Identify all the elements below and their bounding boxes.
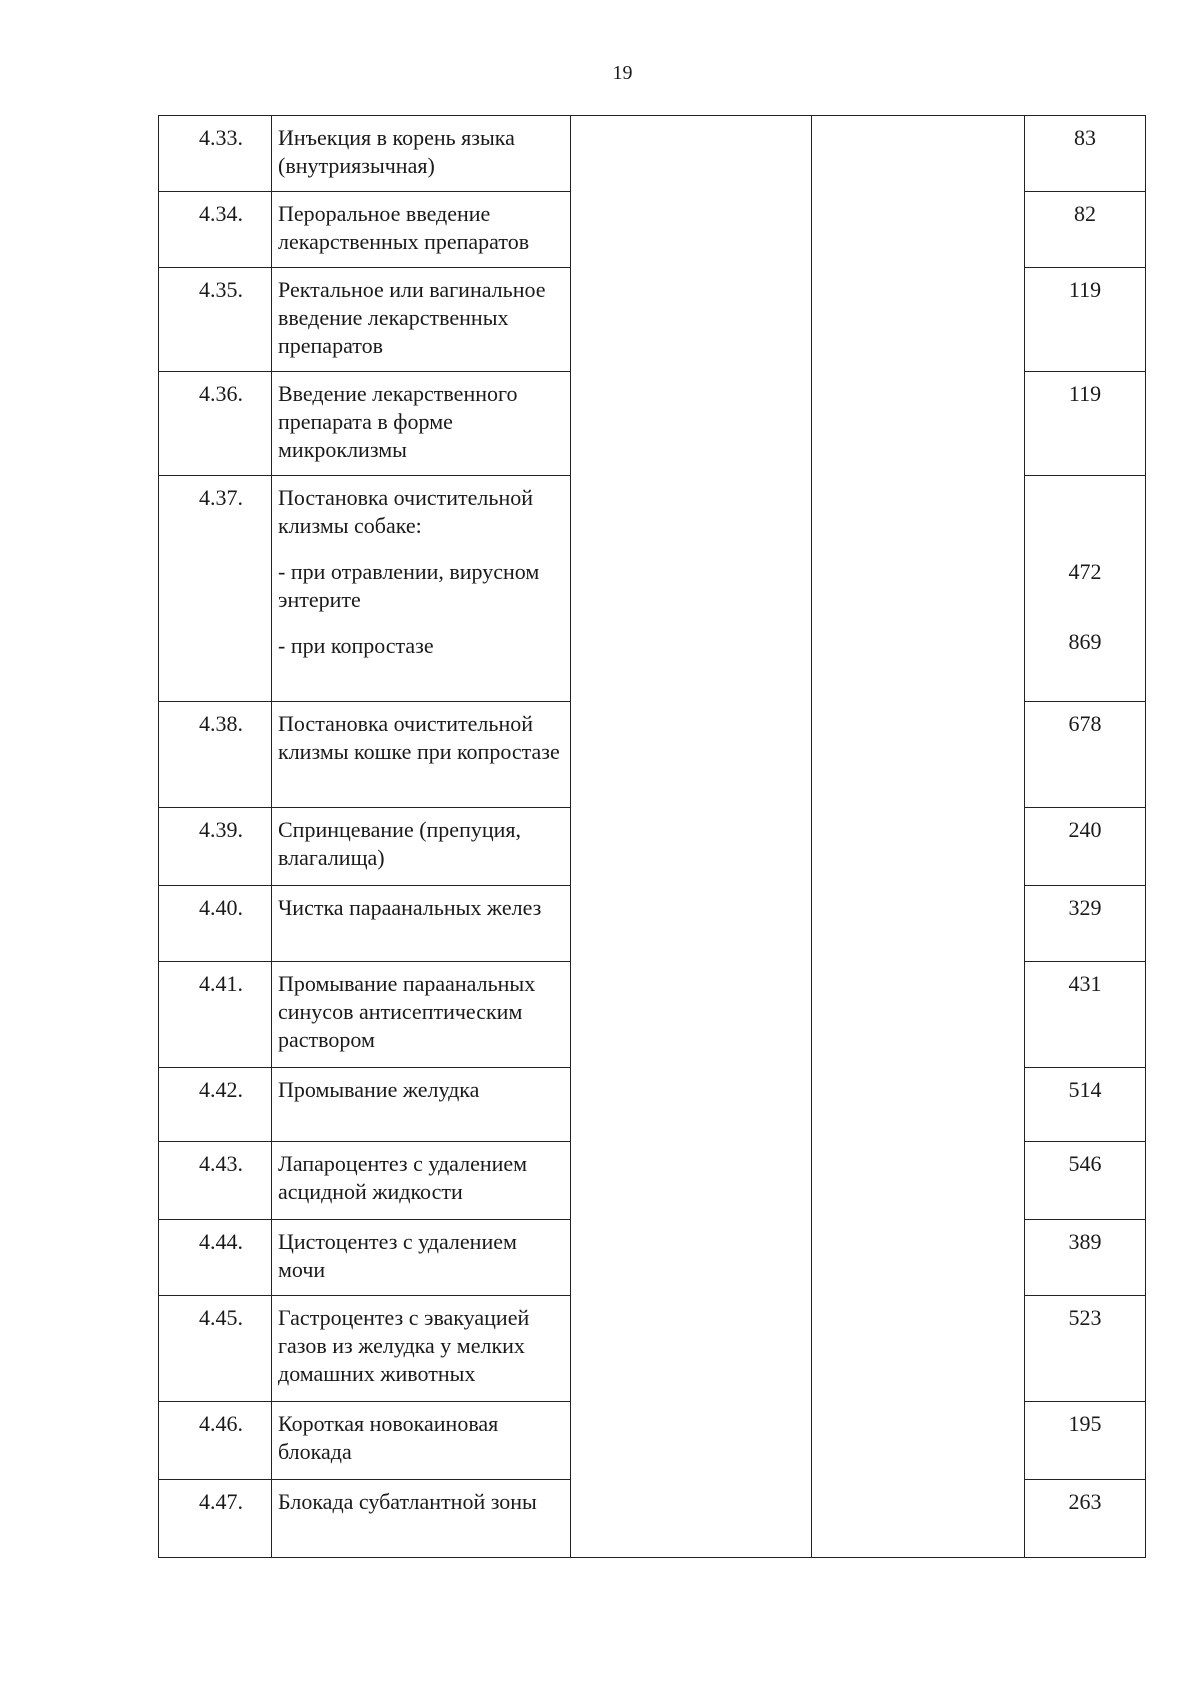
service-price <box>1025 476 1146 702</box>
empty-cell <box>571 1296 812 1402</box>
service-price: 678 <box>1025 702 1146 808</box>
empty-cell <box>571 476 812 702</box>
service-name-text: Чистка параанальных желез <box>278 895 542 920</box>
empty-cell <box>571 268 812 372</box>
row-number: 4.37. <box>159 476 272 702</box>
empty-cell <box>812 962 1025 1068</box>
table-row <box>159 1068 1146 1142</box>
empty-cell <box>812 1068 1025 1142</box>
service-name <box>272 1220 571 1296</box>
table-row <box>159 1480 1146 1558</box>
service-name <box>272 1480 571 1558</box>
service-name-text: Короткая новокаиновая блокада <box>278 1411 499 1464</box>
empty-cell <box>571 1142 812 1220</box>
row-number: 4.33. <box>159 116 272 192</box>
service-name-text: Ректальное или вагинальное введение лекарственных препаратов <box>278 277 546 358</box>
empty-cell <box>812 192 1025 268</box>
sub-item-price: 869 <box>1068 629 1102 654</box>
service-price: 431 <box>1025 962 1146 1068</box>
table-row <box>159 702 1146 808</box>
service-name-text: Цистоцентез с удалением мочи <box>278 1229 517 1282</box>
service-name-text: Введение лекарственного препарата в форме микроклизмы <box>278 381 518 462</box>
empty-cell <box>571 1068 812 1142</box>
service-name <box>272 808 571 886</box>
service-price: 195 <box>1025 1402 1146 1480</box>
service-name <box>272 372 571 476</box>
service-price: 82 <box>1025 192 1146 268</box>
empty-cell <box>812 372 1025 476</box>
row-number: 4.36. <box>159 372 272 476</box>
row-number: 4.38. <box>159 702 272 808</box>
service-price: 329 <box>1025 886 1146 962</box>
service-name <box>272 962 571 1068</box>
empty-cell <box>812 1296 1025 1402</box>
empty-cell <box>812 268 1025 372</box>
empty-cell <box>571 886 812 962</box>
table-row <box>159 268 1146 372</box>
empty-cell <box>812 1480 1025 1558</box>
table-row <box>159 1220 1146 1296</box>
service-price: 83 <box>1025 116 1146 192</box>
table-row <box>159 372 1146 476</box>
empty-cell <box>571 962 812 1068</box>
table-row <box>159 1142 1146 1220</box>
service-name <box>272 1142 571 1220</box>
table-row <box>159 808 1146 886</box>
table-body <box>159 116 1146 1558</box>
service-name-text: Спринцевание (препуция, влагалища) <box>278 817 522 870</box>
sub-item-name: - при отравлении, вирусном энтерите <box>278 559 540 612</box>
service-name <box>272 268 571 372</box>
service-name <box>272 886 571 962</box>
service-price: 389 <box>1025 1220 1146 1296</box>
service-name-text: Промывание параанальных синусов антисептическим раствором <box>278 971 536 1052</box>
service-name <box>272 476 571 702</box>
page-number: 19 <box>612 62 633 84</box>
row-number: 4.47. <box>159 1480 272 1558</box>
row-number: 4.35. <box>159 268 272 372</box>
empty-cell <box>812 1220 1025 1296</box>
table-row <box>159 1296 1146 1402</box>
empty-cell <box>571 702 812 808</box>
table-row <box>159 886 1146 962</box>
empty-cell <box>812 886 1025 962</box>
table-row <box>159 116 1146 192</box>
table-row <box>159 192 1146 268</box>
service-name-text: Пероральное введение лекарственных препаратов <box>278 201 530 254</box>
service-name-text: Блокада субатлантной зоны <box>278 1489 537 1514</box>
service-name <box>272 192 571 268</box>
empty-cell <box>571 1402 812 1480</box>
empty-cell <box>571 1480 812 1558</box>
service-price: 119 <box>1025 268 1146 372</box>
service-name <box>272 116 571 192</box>
empty-cell <box>812 116 1025 192</box>
service-name-text: Постановка очистительной клизмы кошке при копростазе <box>278 711 560 764</box>
empty-cell <box>812 808 1025 886</box>
service-name-text: Постановка очистительной клизмы собаке: <box>278 485 533 538</box>
empty-cell <box>571 192 812 268</box>
service-price: 263 <box>1025 1480 1146 1558</box>
empty-cell <box>571 808 812 886</box>
empty-cell <box>812 702 1025 808</box>
empty-cell <box>812 1402 1025 1480</box>
row-number: 4.34. <box>159 192 272 268</box>
service-name <box>272 702 571 808</box>
service-price: 546 <box>1025 1142 1146 1220</box>
service-name-text: Гастроцентез с эвакуацией газов из желудка у мелких домашних животных <box>278 1305 530 1386</box>
row-number: 4.40. <box>159 886 272 962</box>
service-price: 119 <box>1025 372 1146 476</box>
empty-cell <box>571 116 812 192</box>
table-row <box>159 1402 1146 1480</box>
service-price: 514 <box>1025 1068 1146 1142</box>
service-name <box>272 1402 571 1480</box>
service-name <box>272 1296 571 1402</box>
service-name-text: Инъекция в корень языка (внутриязычная) <box>278 125 515 178</box>
empty-cell <box>571 1220 812 1296</box>
service-price: 523 <box>1025 1296 1146 1402</box>
row-number: 4.41. <box>159 962 272 1068</box>
service-name <box>272 1068 571 1142</box>
table-row <box>159 962 1146 1068</box>
row-number: 4.42. <box>159 1068 272 1142</box>
service-name-text: Лапароцентез с удалением асцидной жидкости <box>278 1151 528 1204</box>
sub-item-name: - при копростазе <box>278 633 434 658</box>
row-number: 4.45. <box>159 1296 272 1402</box>
row-number: 4.44. <box>159 1220 272 1296</box>
empty-cell <box>812 1142 1025 1220</box>
row-number: 4.43. <box>159 1142 272 1220</box>
table-row <box>159 476 1146 702</box>
empty-cell <box>812 476 1025 702</box>
row-number: 4.39. <box>159 808 272 886</box>
service-price: 240 <box>1025 808 1146 886</box>
row-number: 4.46. <box>159 1402 272 1480</box>
service-name-text: Промывание желудка <box>278 1077 480 1102</box>
empty-cell <box>571 372 812 476</box>
sub-item-price: 472 <box>1068 559 1102 584</box>
price-table <box>158 115 1146 1558</box>
